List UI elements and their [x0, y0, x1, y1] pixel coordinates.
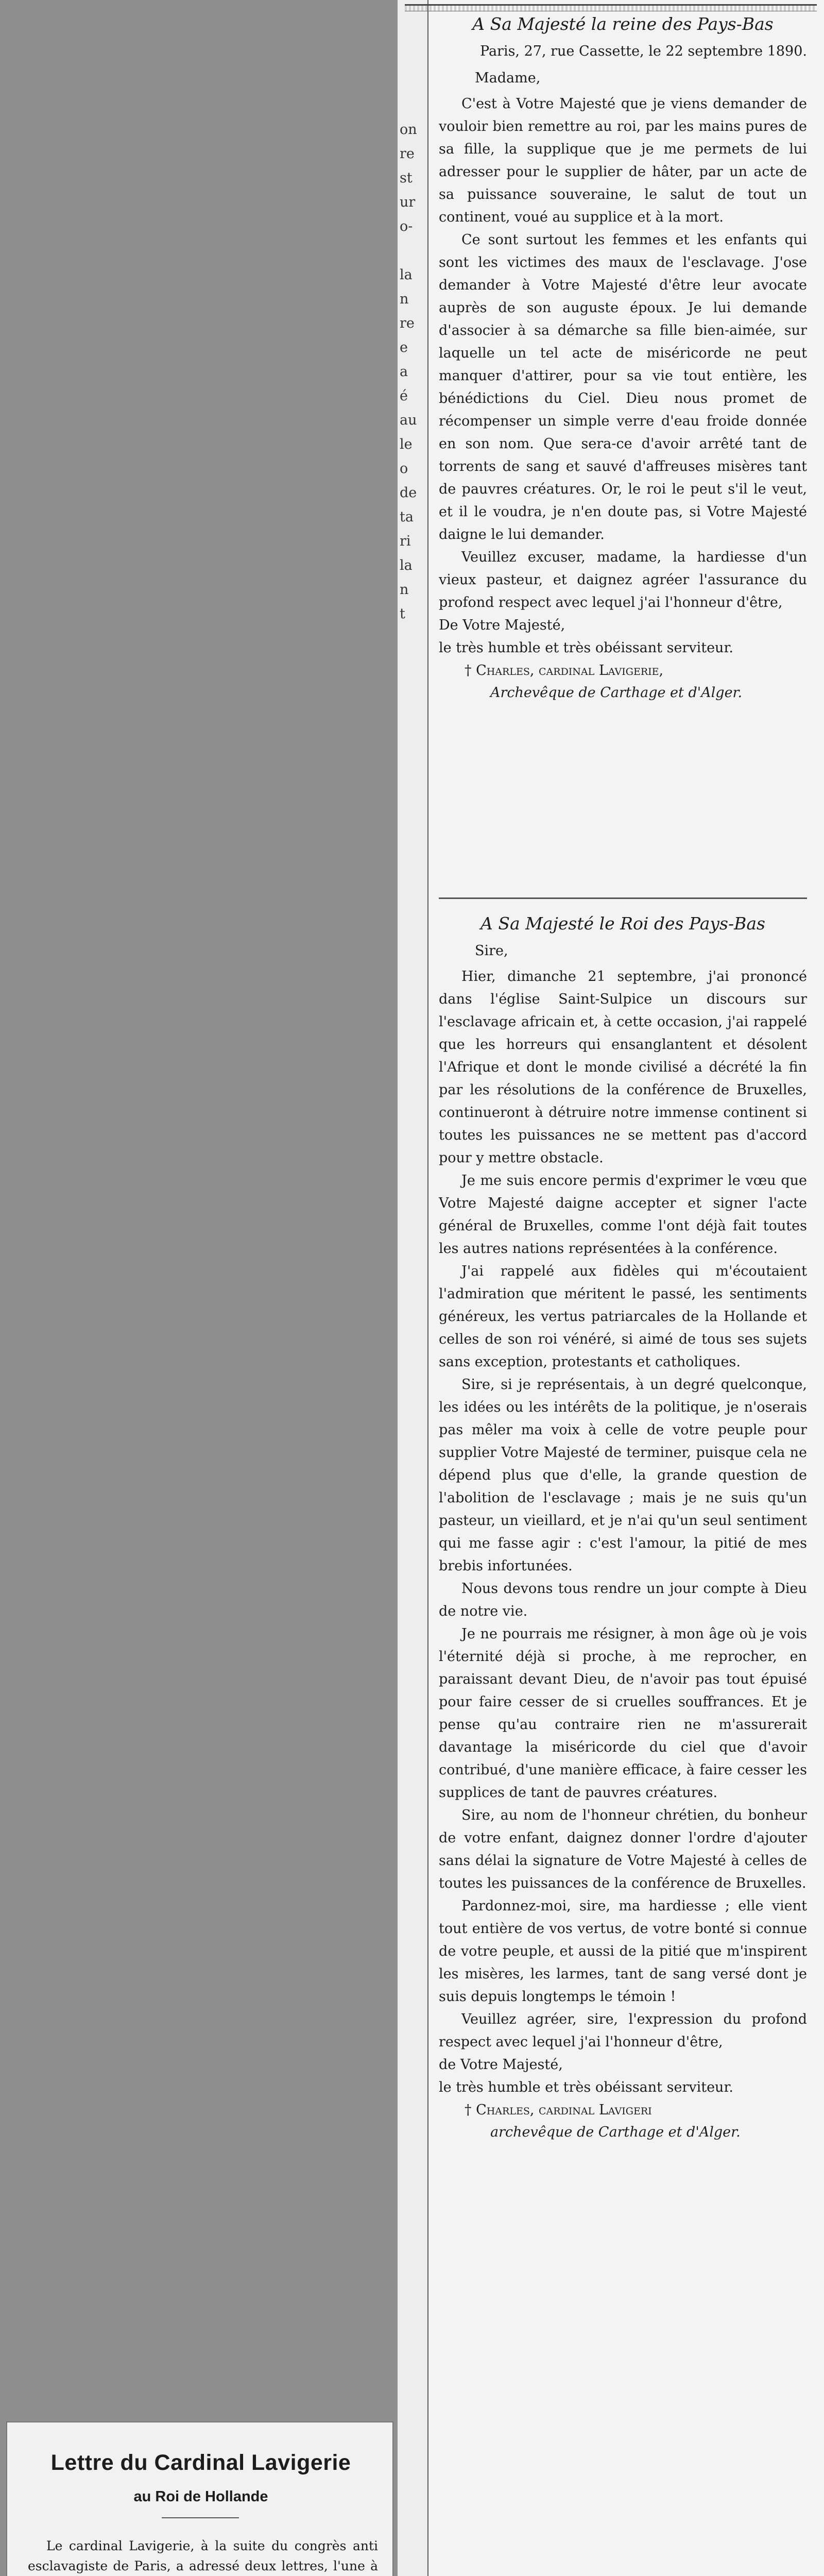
margin-fragment: re	[400, 315, 415, 331]
paragraph: Je me suis encore permis d'exprimer le vœu que Votre Majesté daigne accepter et signer l'acte général de Bruxelles, comme l'ont déjà fait toutes les autres nations représentées à la conférence.	[439, 1173, 807, 1257]
closing: le très humble et très obéissant serviteur.	[439, 2079, 733, 2095]
letter-to-king	[439, 911, 807, 2143]
paragraph: C'est à Votre Majesté que je viens demander de vouloir bien remettre au roi, par les mains pures de sa fille, la supplique que je me permets de lui adresser pour le supplier de hâter, par un acte de sa puissance souveraine, le salut de tout un continent, voué au supplice et à la mort.	[439, 96, 807, 225]
margin-fragment: de	[400, 485, 417, 501]
margin-fragment: t	[400, 606, 405, 622]
headline-subtitle: au Roi de Hollande	[133, 2488, 268, 2505]
paragraph: Veuillez agréer, sire, l'expression du profond respect avec lequel j'ai l'honneur d'être,	[439, 2011, 807, 2050]
closing: De Votre Majesté,	[439, 617, 565, 633]
signature-title: archevêque de Carthage et d'Alger.	[490, 2124, 741, 2140]
salutation: Sire,	[475, 943, 508, 959]
margin-fragment: o	[400, 461, 408, 477]
margin-fragment: re	[400, 146, 415, 162]
margin-fragment: n	[400, 582, 409, 598]
closing: de Votre Majesté,	[439, 2057, 563, 2073]
letter-to-queen	[439, 11, 807, 704]
margin-fragment: la	[400, 557, 413, 573]
margin-fragment: le	[400, 436, 413, 452]
margin-fragment: on	[400, 122, 417, 138]
paragraph: Ce sont surtout les femmes et les enfants qui sont les victimes des maux de l'esclavage. J'ose demander à Votre Majesté d'être leur avocate auprès de son auguste époux. Je lui demande d'associer à sa démarche sa fille bien-aimée, sur laquelle un tel acte de miséricorde ne peut manquer d'attirer, pour sa vie tout entière, les bénédictions du Ciel. Dieu nous promet de récompenser un simple verre d'eau froide donnée en son nom. Que sera-ce d'avoir arrêté tant de torrents de sang et sauvé d'affreuses misères tant de pauvres créatures. Or, le roi le peut s'il le veut, et il le voudra, je n'en doute pas, si Votre Majesté daigne le lui demander.	[439, 232, 807, 543]
paragraph: Pardonnez-moi, sire, ma hardiesse ; elle vient tout entière de vos vertus, de votre bonté si connue de votre peuple, et aussi de la pitié que m'inspirent les misères, les larmes, tant de sang versé dont je suis depuis longtemps le témoin !	[439, 1898, 807, 2005]
paragraph: Veuillez excuser, madame, la hardiesse d'un vieux pasteur, et daignez agréer l'assurance du profond respect avec lequel j'ai l'honneur d'être,	[439, 549, 807, 611]
margin-fragment: st	[400, 170, 413, 186]
margin-fragment: ri	[400, 533, 411, 549]
paragraph: Sire, si je représentais, à un degré quelconque, les idées ou les intérêts de la politique, je n'oserais pas mêler ma voix à celle de votre peuple pour supplier Votre Majesté de terminer, puisque cela ne dépend plus que d'elle, la grande question de l'abolition de l'esclavage ; mais je ne suis qu'un pasteur, un vieillard, et je n'ai qu'un seul sentiment qui me fasse agir : c'est l'amour, la pitié de mes brebis infortunées.	[439, 1377, 807, 1574]
margin-fragment: au	[400, 412, 417, 428]
separator-rule	[439, 897, 807, 899]
margin-fragment: é	[400, 388, 408, 404]
margin-fragment: e	[400, 340, 408, 355]
signature: † Charles, cardinal Lavigeri	[465, 2102, 652, 2118]
headline-box	[6, 2421, 393, 2576]
signature: † Charles, cardinal Lavigerie,	[465, 663, 664, 679]
paragraph: Sire, au nom de l'honneur chrétien, du bonheur de votre enfant, daignez donner l'ordre d'ajouter sans délai la signature de Votre Majesté à celles de toutes les puissances de la conférence de Bruxelles.	[439, 1807, 807, 1891]
letter-header: A Sa Majesté la reine des Pays-Bas	[472, 14, 774, 34]
margin-fragment: o-	[400, 218, 413, 234]
paragraph: J'ai rappelé aux fidèles qui m'écoutaient l'admiration que méritent le passé, les sentiments généreux, les vertus patriarcales de la Hollande et celles de son roi vénéré, si aimé de tous ses sujets sans exception, protestants et catholiques.	[439, 1263, 807, 1370]
signature-title: Archevêque de Carthage et d'Alger.	[490, 685, 743, 701]
closing: le très humble et très obéissant serviteur.	[439, 640, 733, 656]
margin-fragment: la	[400, 267, 413, 283]
paragraph: Je ne pourrais me résigner, à mon âge où je vois l'éternité déjà si proche, à me reprocher, en paraissant devant Dieu, de n'avoir pas tout épuisé pour faire cesser de si cruelles souffrances. Et je pense qu'au contraire rien ne m'assurerait davantage la miséricorde du ciel que d'avoir contribué, d'une manière efficace, à faire cesser les supplices de tant de pauvres créatures.	[439, 1626, 807, 1801]
margin-fragment: n	[400, 291, 409, 307]
paragraph: Hier, dimanche 21 septembre, j'ai prononcé dans l'église Saint-Sulpice un discours sur l'esclavage africain et, à cette occasion, j'ai rappelé que les horreurs qui ensanglantent et désolent l'Afrique et dont le monde civilisé a décrété la fin par les résolutions de la conférence de Bruxelles, continueront à détruire notre immense continent si toutes les puissances ne se mettent pas d'accord pour y mettre obstacle.	[439, 969, 807, 1166]
dateline: Paris, 27, rue Cassette, le 22 septembre 1890.	[479, 43, 807, 59]
headline-title: Lettre du Cardinal Lavigerie	[50, 2450, 351, 2475]
margin-fragment: ur	[400, 194, 416, 210]
margin-fragment: a	[400, 364, 408, 380]
margin-fragment: ta	[400, 509, 414, 525]
intro-paragraph: Le cardinal Lavigerie, à la suite du congrès anti esclavagiste de Paris, a adressé deux lettres, l'une à	[28, 2538, 378, 2573]
top-rule	[405, 4, 817, 11]
salutation: Madame,	[475, 70, 541, 86]
headline-rule	[162, 2517, 239, 2518]
paragraph: Nous devons tous rendre un jour compte à Dieu de notre vie.	[439, 1581, 807, 1619]
letter-header: A Sa Majesté le Roi des Pays-Bas	[480, 913, 765, 934]
